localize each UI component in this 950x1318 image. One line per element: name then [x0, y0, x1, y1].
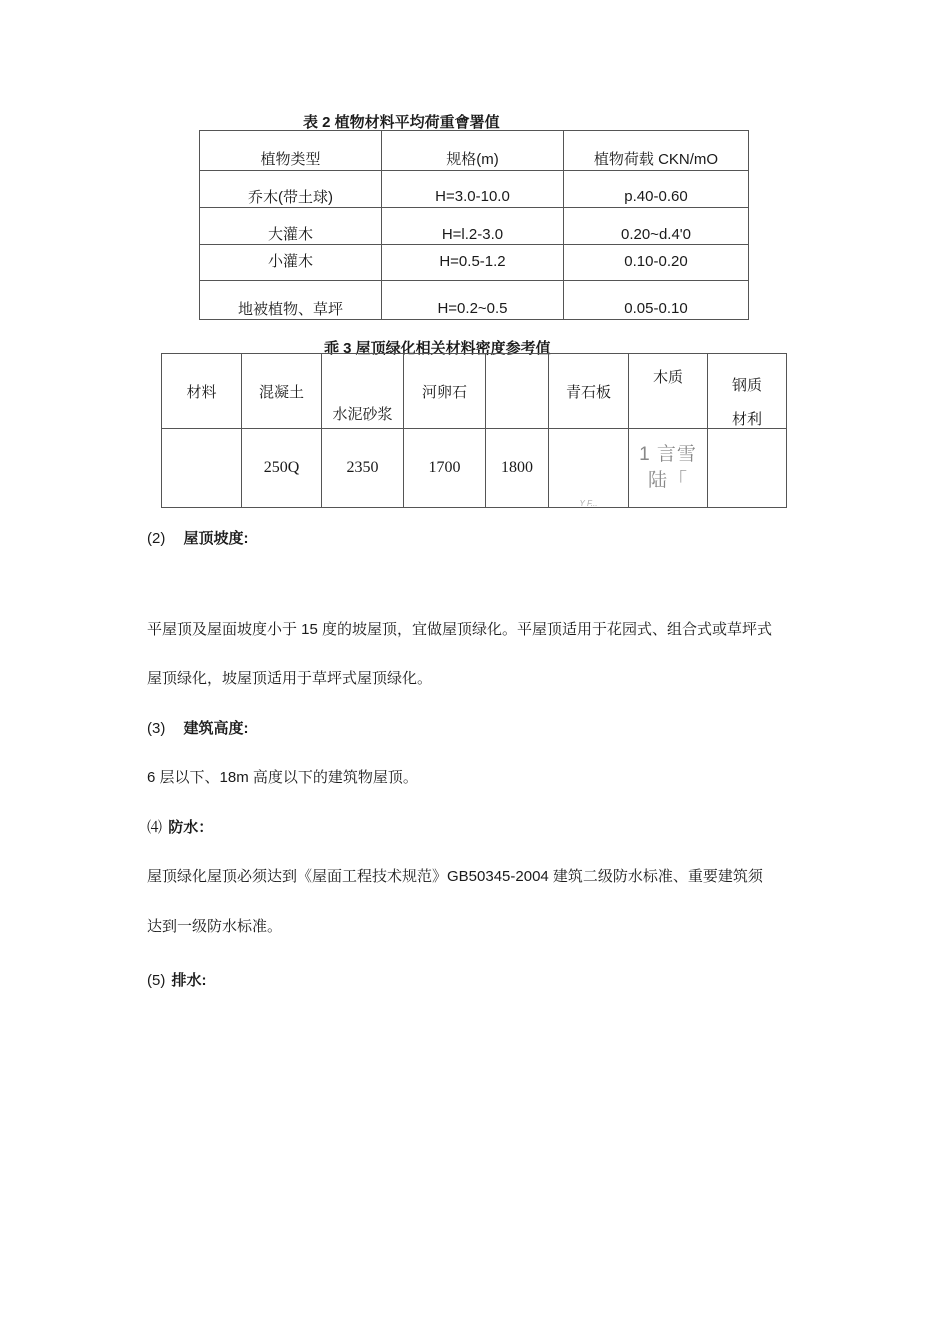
- section-heading-waterproof: [147, 816, 213, 837]
- table-cell: 乔木(带土球): [200, 171, 382, 208]
- section-heading-slope: [147, 527, 249, 548]
- table-cell: H=l.2-3.0: [382, 208, 564, 245]
- section-number: (5): [147, 972, 166, 989]
- faint-mark: Y F...: [579, 499, 598, 508]
- table-cell: H=3.0-10.0: [382, 171, 564, 208]
- table-cell: 0.20~d.4'0: [564, 208, 749, 245]
- table-cell: H=0.2~0.5: [382, 281, 564, 320]
- table-header-cell: 混凝土: [242, 354, 322, 429]
- material-density-table: [161, 353, 787, 508]
- section-title: 防水：: [168, 819, 214, 836]
- table-cell: 250Q: [242, 429, 322, 508]
- section-heading-height: [147, 717, 249, 738]
- table-header-cell: 河卵石: [404, 354, 486, 429]
- table-row: [200, 208, 749, 245]
- paragraph-line: 平屋顶及屋面坡度小于 15 度的坡屋顶，宜做屋顶绿化。平屋顶适用于花园式、组合式或草坪式: [147, 621, 773, 638]
- table2-caption: 表 2 植物材料平均荷重會署值: [303, 114, 500, 131]
- section-heading-drainage: [147, 969, 207, 990]
- table-cell: 1700: [404, 429, 486, 508]
- table-cell: [708, 429, 787, 508]
- table-header-cell: 钢质 材利: [708, 354, 787, 429]
- table-header-cell: 规格(m): [382, 131, 564, 171]
- table-header-cell: 青石板: [549, 354, 629, 429]
- stamp-text-line1: 1 言雪: [639, 444, 697, 465]
- table-header-cell: [486, 354, 549, 429]
- paragraph-line: 屋顶绿化屋顶必须达到《屋面工程技术规范》GB50345-2004 建筑二级防水标准、重要建筑须: [147, 868, 763, 885]
- section-number: ⑷: [147, 819, 163, 836]
- section-title: 建筑高度:: [183, 720, 249, 737]
- table-cell: 0.10-0.20: [564, 245, 749, 281]
- paragraph-line: 达到一级防水标准。: [147, 918, 283, 935]
- section-title: 屋顶坡度:: [183, 530, 249, 547]
- paragraph-line: 6 层以下、18m 高度以下的建筑物屋顶。: [147, 769, 418, 786]
- table-row: [200, 281, 749, 320]
- table-header-cell: 植物类型: [200, 131, 382, 171]
- table-cell: [549, 429, 629, 508]
- table-cell: [629, 429, 708, 508]
- table-row: [200, 245, 749, 281]
- plant-load-table: [199, 130, 749, 320]
- table3-caption: 乖 3 屋顶绿化相关材料密度参考值: [324, 340, 551, 357]
- section-number: (3): [147, 720, 166, 737]
- paragraph-line: 屋顶绿化，坡屋顶适用于草坪式屋顶绿化。: [147, 670, 433, 687]
- table-cell: 大灌木: [200, 208, 382, 245]
- section-title: 排水:: [171, 972, 207, 989]
- table-row: [200, 171, 749, 208]
- table-header-cell: 水泥砂浆: [322, 354, 404, 429]
- table-cell: p.40-0.60: [564, 171, 749, 208]
- table-cell: 地被植物、草坪: [200, 281, 382, 320]
- table-cell: 0.05-0.10: [564, 281, 749, 320]
- stamp-text-line2: 陆「: [647, 470, 688, 491]
- table-header-cell: 木质: [629, 354, 708, 429]
- table-cell: 2350: [322, 429, 404, 508]
- table-cell: [162, 429, 242, 508]
- table-cell: H=0.5-1.2: [382, 245, 564, 281]
- section-number: (2): [147, 530, 166, 547]
- table-cell: 小灌木: [200, 245, 382, 281]
- table-row: [162, 429, 787, 508]
- table-row: [162, 354, 787, 429]
- table-header-cell: 植物荷载 CKN/mO: [564, 131, 749, 171]
- table-row: [200, 131, 749, 171]
- table-header-cell: 材料: [162, 354, 242, 429]
- table-cell: 1800: [486, 429, 549, 508]
